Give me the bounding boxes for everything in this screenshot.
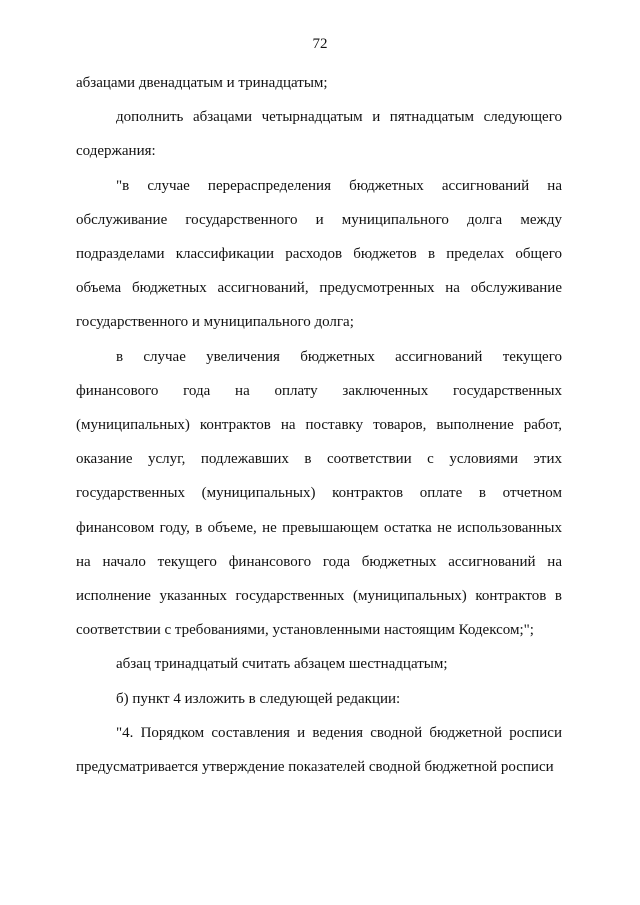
paragraph-5: абзац тринадцатый считать абзацем шестнадцатым; (116, 656, 448, 673)
document-body (76, 66, 562, 784)
paragraph-3: "в случае перераспределения бюджетных ассигнований на обслуживание государственного и муниципального долга между подразделами классификации расходов бюджетов в пределах общего объема бюджетных ассигнований, предусмотренных на обслуживание государственного и муниципального долга; (76, 177, 562, 331)
paragraph-2: дополнить абзацами четырнадцатым и пятнадцатым следующего содержания: (76, 109, 562, 160)
paragraph-7: "4. Порядком составления и ведения сводной бюджетной росписи предусматривается утверждение показателей сводной бюджетной росписи (76, 724, 562, 776)
paragraph-1: абзацами двенадцатым и тринадцатым; (76, 75, 328, 91)
paragraph-6: б) пункт 4 изложить в следующей редакции: (116, 690, 401, 707)
paragraph-4: в случае увеличения бюджетных ассигнований текущего финансового года на оплату заключенных государственных (муниципальных) контрактов на поставку товаров, выполнение работ, оказание услуг, подлежавших в соответствии с условиями этих государственных (муниципальных) контрактов оплате в отчетном финансовом году, в объеме, не превышающем остатка не использованных на начало текущего финансового года бюджетных ассигнований на исполнение указанных государственных (муниципальных) контрактов в соответствии с требованиями, установленными настоящим Кодексом;"; (76, 348, 562, 639)
page-number: 72 (312, 36, 328, 52)
